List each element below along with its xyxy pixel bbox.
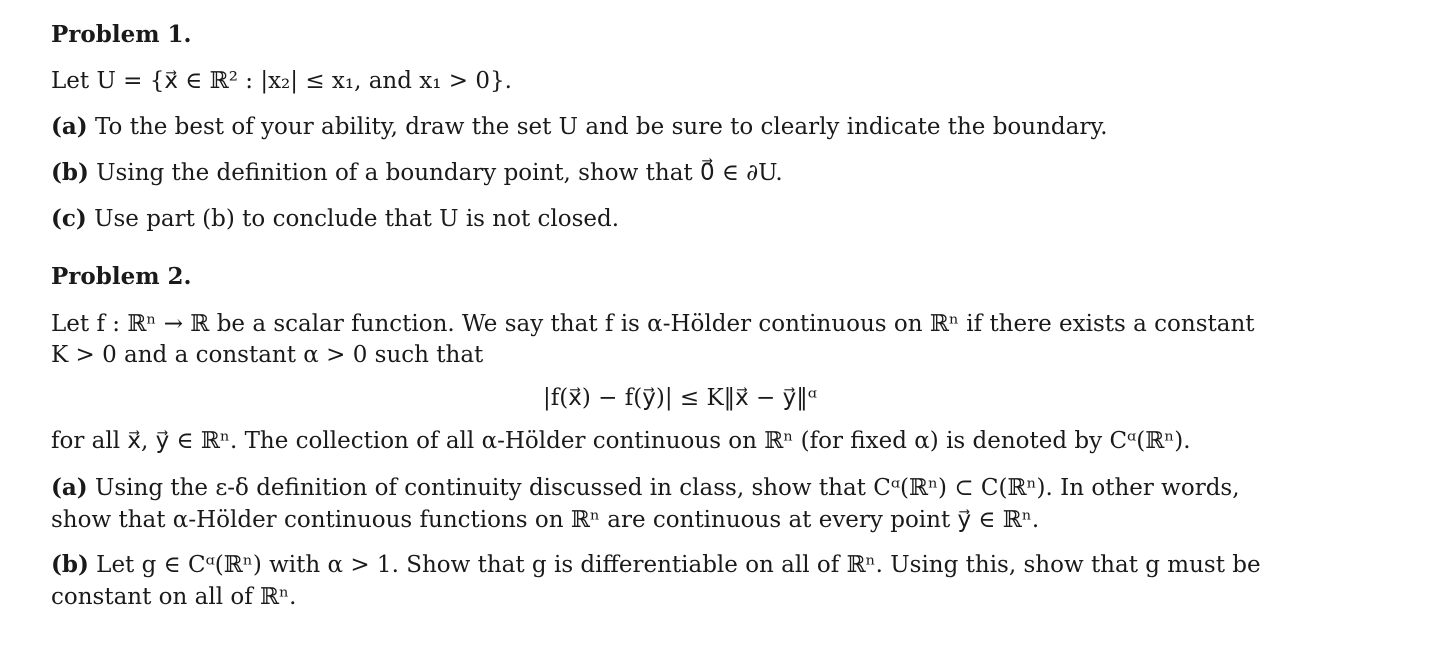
problem-2-intro-line-2: K > 0 and a constant α > 0 such that [51,342,484,368]
problem-2-intro-line-1: Let f : ℝⁿ → ℝ be a scalar function. We say that f is α-Hölder continuous on ℝⁿ if there exists a constant [51,311,1255,337]
part-text: Using the ε-δ definition of continuity discussed in class, show that Cᵅ(ℝⁿ) ⊂ C(ℝⁿ). In other words, [87,475,1240,501]
part-label: (c) [51,205,87,232]
problem-2-title: Problem 2. [51,263,192,290]
problem-2-definition: for all x⃗, y⃗ ∈ ℝⁿ. The collection of all α-Hölder continuous on ℝⁿ (for fixed α) is denoted by Cᵅ(ℝⁿ). [51,428,1191,454]
part-label: (b) [51,551,89,578]
part-label: (a) [51,474,88,501]
part-text: Using the definition of a boundary point, show that 0⃗ ∈ ∂U. [88,160,783,186]
problem-1-intro: Let U = {x⃗ ∈ ℝ² : |x₂| ≤ x₁, and x₁ > 0}. [51,68,512,94]
problem-2-part-b-line-1 [51,550,1261,580]
problem-1-part-c [51,204,619,234]
part-text: Use part (b) to conclude that U is not closed. [86,206,620,232]
problem-1-title: Problem 1. [51,21,192,48]
problem-2-part-b-line-2: constant on all of ℝⁿ. [51,584,297,610]
problem-1-part-b [51,158,783,188]
part-text: To the best of your ability, draw the set U and be sure to clearly indicate the boundary. [87,114,1108,140]
part-label: (a) [51,113,88,140]
problem-2-part-a-line-2: show that α-Hölder continuous functions on ℝⁿ are continuous at every point y⃗ ∈ ℝⁿ. [51,507,1040,533]
holder-inequality: |f(x⃗) − f(y⃗)| ≤ K‖x⃗ − y⃗‖ᵅ [543,385,817,411]
problem-1-part-a [51,112,1108,142]
problem-2-part-a-line-1 [51,473,1240,503]
part-text: Let g ∈ Cᵅ(ℝⁿ) with α > 1. Show that g is differentiable on all of ℝⁿ. Using this, show that g must be [88,552,1261,578]
part-label: (b) [51,159,89,186]
